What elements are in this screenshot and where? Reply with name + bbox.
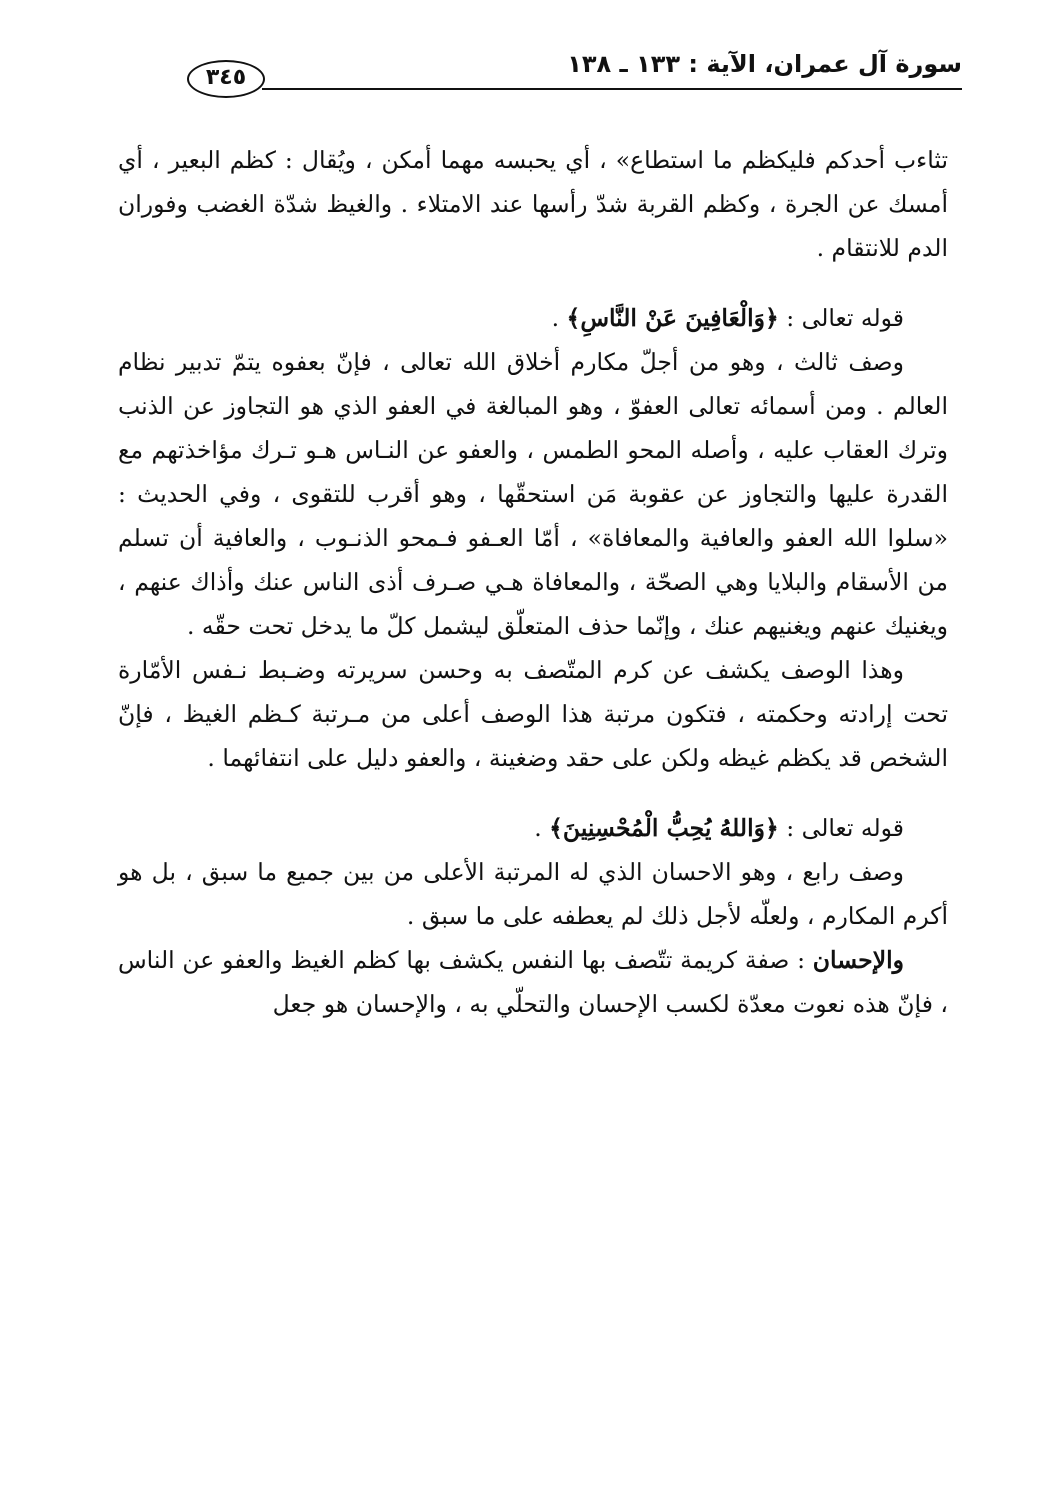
verse-end: . bbox=[534, 814, 550, 842]
page-number: ٣٤٥ bbox=[187, 60, 265, 98]
surah-title: سورة آل عمران، الآية : ١٣٣ ـ ١٣٨ bbox=[567, 50, 962, 78]
paragraph-continuation: تثاءب أحدكم فليكظم ما استطاع» ، أي يحبسه مهما أمكن ، ويُقال : كظم البعير ، أي أمسك عن الجرة ، وكظم القربة شدّ رأسها عند الامتلاء . والغيظ شدّة الغضب وفوران الدم للانتقام . bbox=[118, 146, 948, 262]
defined-term: والإحسان bbox=[812, 946, 904, 974]
verse-heading-2 bbox=[118, 806, 948, 850]
page-header bbox=[112, 40, 962, 90]
verse-heading-1 bbox=[118, 296, 948, 340]
paragraph-fourth-attribute: وصف رابع ، وهو الاحسان الذي له المرتبة الأعلى من بين جميع ما سبق ، بل هو أكرم المكارم ، ولعلّه لأجل ذلك لم يعطفه على ما سبق . bbox=[118, 858, 948, 930]
verse-intro: قوله تعالى : bbox=[778, 304, 904, 332]
paragraph-forgiveness: وهذا الوصف يكشف عن كرم المتّصف به وحسن سريرته وضـبط نـفس الأمّارة تحت إرادته وحكمته ، فتكون مرتبة هذا الوصف أعلى من مـرتبة كـظم الغيظ ، فإنّ الشخص قد يكظم غيظه ولكن على حقد وضغينة ، والعفو دليل على انتفائهما . bbox=[118, 656, 948, 772]
verse-end: . bbox=[551, 304, 567, 332]
definition-text: : صفة كريمة تتّصف بها النفس يكشف بها كظم الغيظ والعفو عن الناس ، فإنّ هذه نعوت معدّة لكسب الإحسان والتحلّي به ، والإحسان هو جعل bbox=[118, 946, 948, 1018]
page-body bbox=[118, 138, 948, 1026]
paragraph-ihsan bbox=[118, 938, 948, 1026]
verse-intro: قوله تعالى : bbox=[778, 814, 904, 842]
paragraph-third-attribute: وصف ثالث ، وهو من أجلّ مكارم أخلاق الله تعالى ، فإنّ بعفوه يتمّ تدبير نظام العالم . ومن أسمائه تعالى العفوّ ، وهو المبالغة في العفو الذي هو التجاوز عن الذنب وترك العقاب عليه ، وأصله المحو الطمس ، والعفو عن النـاس هـو تـرك مؤاخذتهم مع القدرة عليها والتجاوز عن عقوبة مَن استحقّها ، وهو أقرب للتقوى ، وفي الحديث : «سلوا الله العفو والعافية والمعافاة» ، أمّا العـفو فـمحو الذنـوب ، والعافية أن تسلم من الأسقام والبلايا وهي الصحّة ، والمعافاة هـي صـرف أذى الناس عنك وأذاك عنهم ، ويغنيك عنهم ويغنيهم عنك ، وإنّما حذف المتعلّق ليشمل كلّ ما يدخل تحت حقّه . bbox=[118, 348, 948, 640]
quran-verse: ﴿وَالْعَافِينَ عَنْ النَّاسِ﴾ bbox=[566, 304, 779, 332]
header-rule bbox=[262, 88, 962, 90]
quran-verse: ﴿وَاللهُ يُحِبُّ الْمُحْسِنِينَ﴾ bbox=[549, 814, 779, 842]
